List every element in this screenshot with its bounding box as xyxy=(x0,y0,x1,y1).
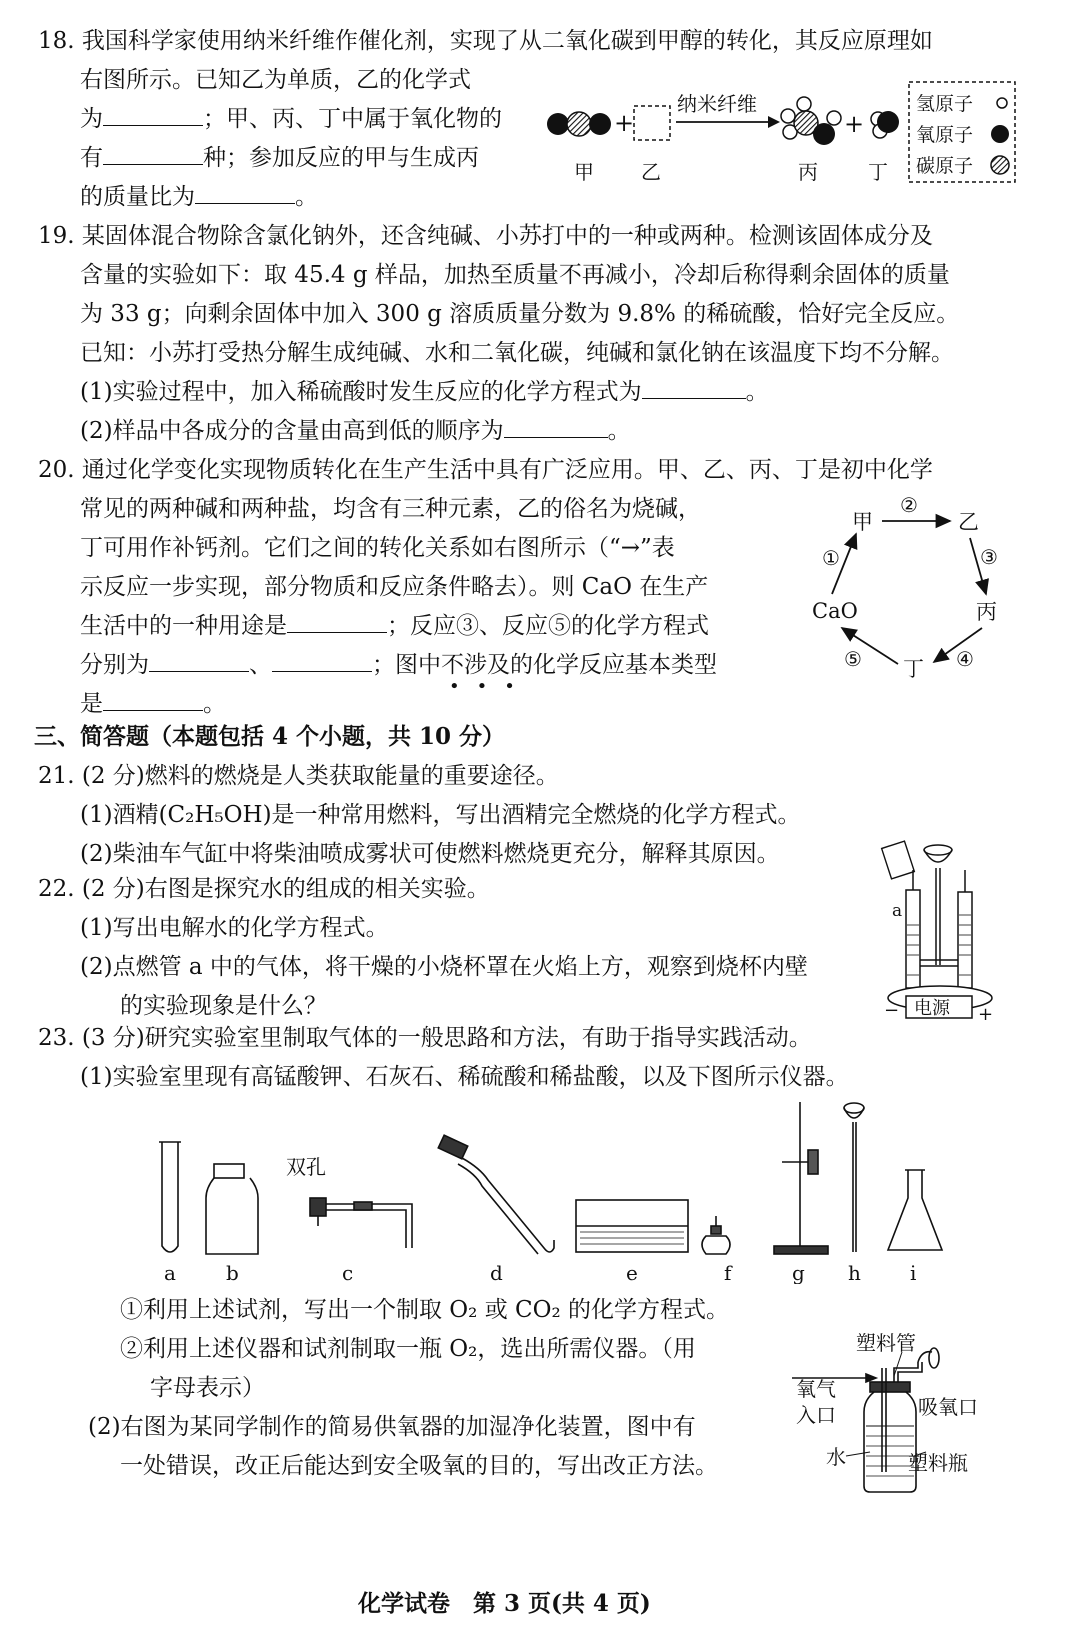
answer-blank[interactable] xyxy=(272,647,372,672)
conical-flask-icon xyxy=(888,1170,942,1250)
q18-line-2: 右图所示。已知乙为单质，乙的化学式 xyxy=(80,67,471,93)
step-5: ⑤ xyxy=(844,647,862,671)
step-1: ① xyxy=(822,546,840,570)
power-source-label: 电源 xyxy=(914,998,950,1019)
tube-a-icon xyxy=(906,890,920,988)
answer-blank[interactable] xyxy=(103,101,203,126)
q20-text: 、 xyxy=(249,652,272,678)
node-jia: 甲 xyxy=(852,510,873,534)
q19-line-6 xyxy=(80,412,631,451)
tube-a-label: a xyxy=(892,901,903,921)
q21-line-2: (1)酒精(C₂H₅OH)是一种常用燃料，写出酒精完全燃烧的化学方程式。 xyxy=(80,802,801,828)
q23-line-2: (1)实验室里现有高锰酸钾、石灰石、稀硫酸和稀盐酸，以及下图所示仪器。 xyxy=(80,1064,849,1090)
answer-blank[interactable] xyxy=(642,374,746,399)
oxygen-outlet-label: 吸氧口 xyxy=(918,1395,978,1419)
q18-reaction-figure xyxy=(538,78,1023,190)
step-4: ④ xyxy=(956,647,974,671)
q18-text: ；甲、丙、丁中属于氧化物的 xyxy=(203,106,502,132)
node-cao: CaO xyxy=(812,599,858,623)
q18-text: 的质量比为 xyxy=(80,184,195,210)
page-footer: 化学试卷 第 3 页(共 4 页) xyxy=(358,1590,651,1617)
legend-hydrogen: 氢原子 xyxy=(916,93,974,115)
test-tube-icon xyxy=(159,1142,181,1252)
emphasis-dots: ••• xyxy=(449,676,532,697)
label-jia: 甲 xyxy=(574,160,594,184)
q19-text: (2)样品中各成分的含量由高到低的顺序为 xyxy=(80,418,504,444)
water-electrolysis-apparatus xyxy=(880,830,1000,1025)
q18-line-3 xyxy=(80,100,502,139)
carbon-atom-icon xyxy=(991,156,1009,174)
q18-text: 种；参加反应的甲与生成丙 xyxy=(203,145,479,171)
q21-line-3: (2)柴油车气缸中将柴油喷成雾状可使燃料燃烧更充分，解释其原因。 xyxy=(80,841,780,867)
q19-text: 。 xyxy=(745,379,769,405)
two-hole-stopper-tube-icon xyxy=(310,1198,412,1248)
q20-line-5 xyxy=(80,607,709,646)
oxygen-inlet-label-1: 氧气 xyxy=(796,1377,836,1401)
node-ding: 丁 xyxy=(903,657,924,681)
plastic-bottle-label: 塑料瓶 xyxy=(908,1451,968,1475)
q23-line-3: ①利用上述试剂，写出一个制取 O₂ 或 CO₂ 的化学方程式。 xyxy=(120,1297,729,1323)
q20-line-1: 20. 通过化学变化实现物质转化在生产生活中具有广泛应用。甲、乙、丙、丁是初中化学 xyxy=(38,457,933,483)
q20-text: 。 xyxy=(203,691,226,717)
q20-conversion-diagram xyxy=(800,496,1030,696)
conversion-arrows xyxy=(832,521,986,664)
bottle-cap-icon xyxy=(870,1382,910,1392)
oxygen-mask-outlet-icon xyxy=(929,1348,939,1368)
funnel-icon xyxy=(924,845,952,855)
answer-blank[interactable] xyxy=(103,140,203,165)
label-b: b xyxy=(226,1261,239,1284)
lab-apparatus-figure xyxy=(150,1098,965,1284)
q20-text: 分别为 xyxy=(80,652,149,678)
q23-line-7: 一处错误，改正后能达到安全吸氧的目的，写出改正方法。 xyxy=(120,1453,718,1479)
q19-line-5 xyxy=(80,373,769,412)
q20-text: ；反应③、反应⑤的化学方程式 xyxy=(387,613,709,639)
answer-blank[interactable] xyxy=(149,647,249,672)
rubber-tube-icon xyxy=(438,1135,554,1254)
q18-line-4 xyxy=(80,139,479,178)
label-g: g xyxy=(792,1261,805,1284)
q21-line-1: 21. (2 分)燃料的燃烧是人类获取能量的重要途径。 xyxy=(38,763,559,789)
node-bing: 丙 xyxy=(976,600,997,624)
q23-line-1: 23. (3 分)研究实验室里制取气体的一般思路和方法，有助于指导实践活动。 xyxy=(38,1025,812,1051)
step-3: ③ xyxy=(980,545,998,569)
answer-blank[interactable] xyxy=(103,686,203,711)
dashed-box-icon xyxy=(634,106,670,140)
answer-blank[interactable] xyxy=(195,179,295,204)
reaction-arrow-icon xyxy=(676,116,780,128)
negative-terminal: − xyxy=(884,1000,900,1021)
q18-line-5 xyxy=(80,178,318,217)
q19-line-4: 已知：小苏打受热分解生成纯碱、水和二氧化碳，纯碱和氯化钠在该温度下均不分解。 xyxy=(80,340,954,366)
q22-line-1: 22. (2 分)右图是探究水的组成的相关实验。 xyxy=(38,876,490,902)
legend-oxygen: 氧原子 xyxy=(916,124,974,146)
q19-text: (1)实验过程中，加入稀硫酸时发生反应的化学方程式为 xyxy=(80,379,642,405)
label-a: a xyxy=(164,1261,176,1284)
label-h: h xyxy=(848,1261,861,1284)
oxygen-inlet-label-2: 入口 xyxy=(796,1403,836,1427)
two-hole-label: 双孔 xyxy=(286,1155,326,1179)
hydrogen-atom-icon xyxy=(997,98,1007,108)
q19-line-2: 含量的实验如下：取 45.4 g 样品，加热至质量不再减小，冷却后称得剩余固体的质量 xyxy=(80,262,950,288)
q20-line-4: 示反应一步实现，部分物质和反应条件略去）。则 CaO 在生产 xyxy=(80,574,709,600)
answer-blank[interactable] xyxy=(504,413,608,438)
label-yi: 乙 xyxy=(641,160,661,184)
q22-line-3: (2)点燃管 a 中的气体，将干燥的小烧杯罩在火焰上方，观察到烧杯内壁 xyxy=(80,954,808,980)
q22-line-4: 的实验现象是什么？ xyxy=(120,993,327,1019)
q20-text: 是 xyxy=(80,691,103,717)
q23-line-4: ②利用上述仪器和试剂制取一瓶 O₂，选出所需仪器。（用 xyxy=(120,1336,696,1362)
q20-line-2: 常见的两种碱和两种盐，均含有三种元素，乙的俗名为烧碱， xyxy=(80,496,701,522)
label-c: c xyxy=(342,1261,354,1284)
bottle-icon xyxy=(864,1392,916,1492)
iron-stand-icon xyxy=(774,1102,828,1254)
q22-line-2: (1)写出电解水的化学方程式。 xyxy=(80,915,389,941)
co2-molecule-icon xyxy=(547,112,611,136)
oxygen-atom-icon xyxy=(991,125,1009,143)
q19-line-3: 为 33 g；向剩余固体中加入 300 g 溶质质量分数为 9.8% 的稀硫酸，恰好完全反应。 xyxy=(80,301,960,327)
oxygen-humidifier-device xyxy=(790,1322,990,1502)
label-ding: 丁 xyxy=(868,160,888,184)
legend-carbon: 碳原子 xyxy=(916,155,974,177)
tube-b-icon xyxy=(958,892,972,988)
catalyst-label: 纳米纤维 xyxy=(677,92,757,116)
long-neck-funnel-icon xyxy=(844,1103,864,1252)
label-bing: 丙 xyxy=(798,160,818,184)
q20-line-6 xyxy=(80,646,717,685)
water-label: 水 xyxy=(826,1445,846,1469)
section-3-title: 三、简答题（本题包括 4 个小题，共 10 分） xyxy=(34,723,506,750)
svg-text:+: + xyxy=(844,110,865,138)
q18-text: 为 xyxy=(80,106,103,132)
label-f: f xyxy=(724,1261,732,1284)
node-yi: 乙 xyxy=(958,510,979,534)
q20-text: ；图中不涉及的化学反应基本类型 xyxy=(372,652,717,678)
q20-line-3: 丁可用作补钙剂。它们之间的转化关系如右图所示（“→”表 xyxy=(80,535,675,561)
q23-line-5: 字母表示） xyxy=(150,1375,265,1401)
methanol-molecule-icon xyxy=(781,97,841,145)
q23-line-6: (2)右图为某同学制作的简易供氧器的加湿净化装置，图中有 xyxy=(88,1414,696,1440)
plastic-tube-label: 塑料管 xyxy=(856,1331,916,1355)
svg-text:+: + xyxy=(614,109,635,137)
water-trough-icon xyxy=(576,1200,688,1252)
label-i: i xyxy=(910,1261,917,1284)
q20-text: 生活中的一种用途是 xyxy=(80,613,287,639)
beaker-icon xyxy=(882,841,915,879)
step-2: ② xyxy=(900,496,918,517)
q18-line-1: 18. 我国科学家使用纳米纤维作催化剂，实现了从二氧化碳到甲醇的转化，其反应原理如 xyxy=(38,28,933,54)
q19-text: 。 xyxy=(607,418,631,444)
label-d: d xyxy=(490,1261,503,1284)
q18-text: 。 xyxy=(295,184,318,210)
water-molecule-icon xyxy=(871,111,899,138)
positive-terminal: + xyxy=(978,1004,994,1025)
label-e: e xyxy=(626,1261,638,1284)
answer-blank[interactable] xyxy=(287,608,387,633)
gas-bottle-icon xyxy=(206,1164,258,1254)
q19-line-1: 19. 某固体混合物除含氯化钠外，还含纯碱、小苏打中的一种或两种。检测该固体成分及 xyxy=(38,223,933,249)
alcohol-lamp-icon xyxy=(702,1216,730,1254)
q18-text: 有 xyxy=(80,145,103,171)
